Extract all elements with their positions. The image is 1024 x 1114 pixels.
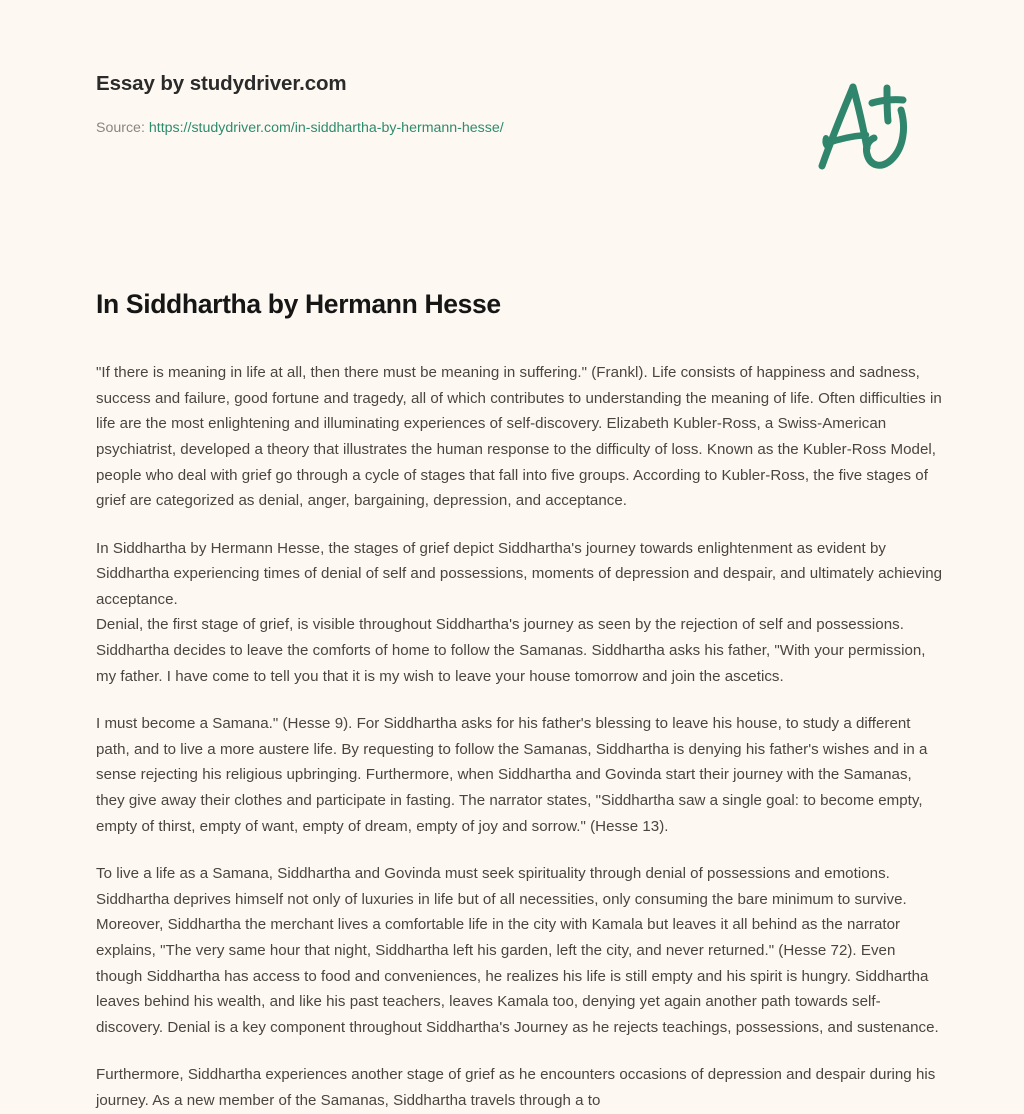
paragraph: Furthermore, Siddhartha experiences another stage of grief as he encounters occasions of depression and despair during his journey. As a new member of the Samanas, Siddhartha travels through a to [96, 1066, 936, 1109]
paragraph: To live a life as a Samana, Siddhartha and Govinda must seek spirituality through denial of possessions and emotions. Siddhartha deprives himself not only of luxuries in life but of all necessities, only consuming the bare minimum to survive. Moreover, Siddhartha the merchant lives a comfortable life in the city with Kamala but leaves it all behind as the narrator explains, "The very same hour that night, Siddhartha left his garden, left the city, and never returned." (Hesse 72). Even though Siddhartha has access to food and conveniences, he realizes his life is still empty and his spirit is hungry. Siddhartha leaves behind his wealth, and like his past teachers, leaves Kamala too, denying yet again another path towards self-discovery. Denial is a key component throughout Siddhartha's Journey as he rejects teachings, possessions, and sustenance. [96, 865, 939, 1036]
paragraph: In Siddhartha by Hermann Hesse, the stages of grief depict Siddhartha's journey towards enlightenment as evident by Siddhartha experiencing times of denial of self and possessions, moments of depression and despair, and ultimately achieving acceptance. Denial, the first stage of grief, is visible throughout Siddhartha's journey as seen by the rejection of self and possessions. Siddhartha decides to leave the comforts of home to follow the Samanas. Siddhartha asks his father, "With your permission, my father. I have come to tell you that it is my wish to leave your house tomorrow and join the ascetics. [96, 539, 943, 685]
paragraph: "If there is meaning in life at all, then there must be meaning in suffering." (Frankl). Life consists of happiness and sadness, success and failure, good fortune and tragedy, all of which contributes to understanding the meaning of life. Often difficulties in life are the most enlightening and illuminating experiences of self-discovery. Elizabeth Kubler-Ross, a Swiss-American psychiatrist, developed a theory that illustrates the human response to the difficulty of loss. Known as the Kubler-Ross Model, people who deal with grief go through a cycle of stages that fall into five groups. According to Kubler-Ross, the five stages of grief are categorized as denial, anger, bargaining, depression, and acceptance. [96, 364, 942, 510]
article-body [0, 288, 1024, 1114]
essay-byline: Essay by studydriver.com [96, 72, 347, 95]
source-url-link[interactable]: https://studydriver.com/in-siddhartha-by-hermann-hesse/ [148, 119, 504, 136]
page-title: In Siddhartha by Hermann Hesse [96, 289, 501, 319]
a-plus-logo-icon [802, 74, 922, 184]
article-paragraphs [96, 360, 944, 1113]
a-plus-logo[interactable] [802, 74, 922, 184]
paragraph: I must become a Samana." (Hesse 9). For Siddhartha asks for his father's blessing to leave his house, to study a different path, and to live a more austere life. By requesting to follow the Samanas, Siddhartha is denying his father's wishes and in a sense rejecting his religious upbringing. Furthermore, when Siddhartha and Govinda start their journey with the Samanas, they give away their clothes and participate in fasting. The narrator states, "Siddhartha saw a single goal: to become empty, empty of thirst, empty of want, empty of dream, empty of joy and sorrow." (Hesse 13). [96, 715, 928, 835]
page-header [0, 0, 1024, 184]
header-text-block [96, 72, 504, 137]
source-label: Source: [96, 119, 145, 136]
source-line [96, 119, 504, 137]
